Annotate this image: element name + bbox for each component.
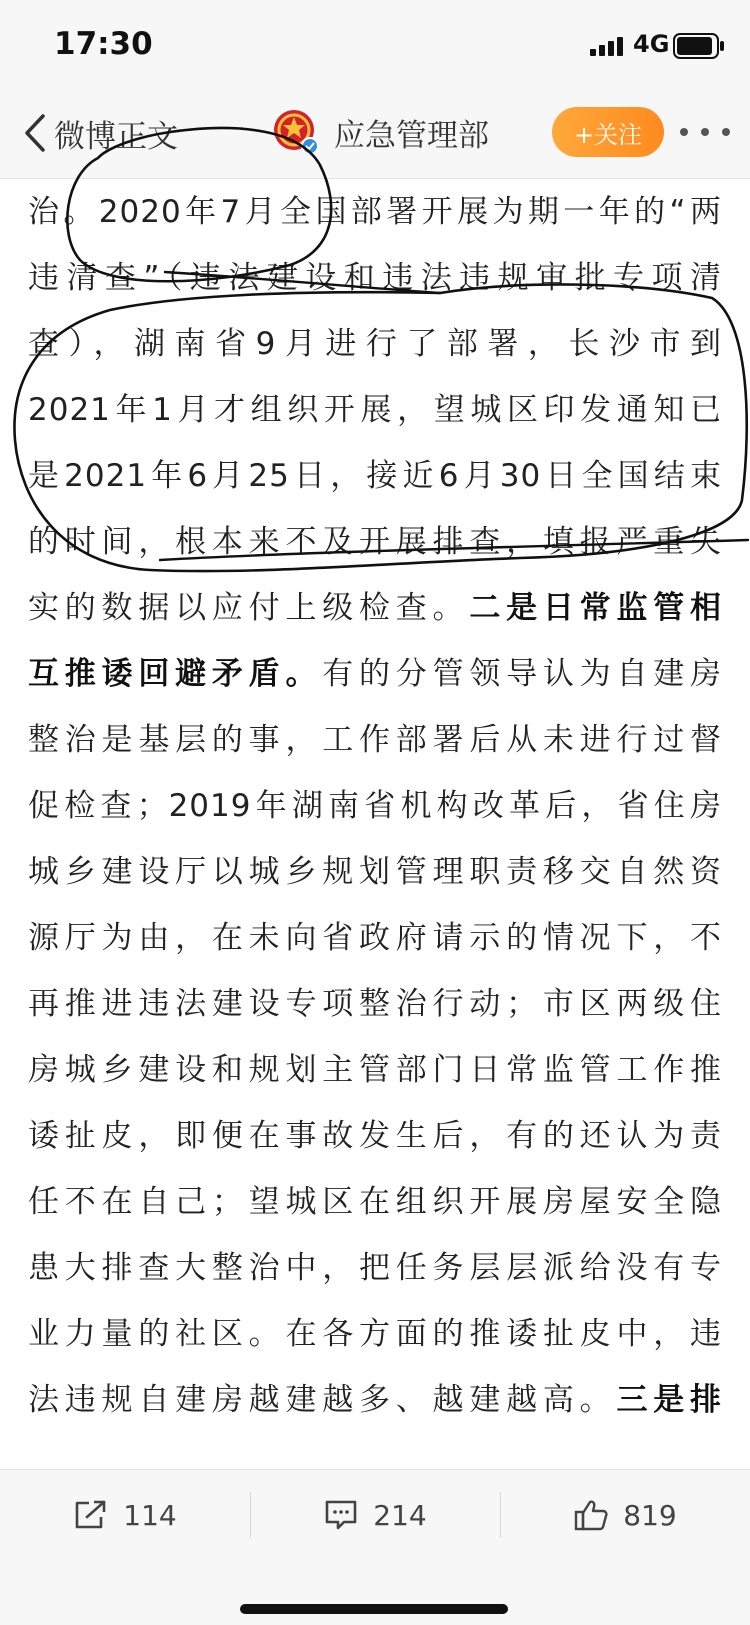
status-bar	[0, 0, 750, 90]
article-text: 实的数据以应付上级检查。	[28, 590, 470, 626]
nav-bar	[0, 90, 750, 179]
article-line: 整治是基层的事，工作部署后从未进行过督	[28, 722, 722, 758]
like-button[interactable]	[500, 1470, 750, 1560]
account-name: 应急管理部	[334, 117, 489, 154]
network-type: 4G	[633, 30, 670, 58]
emblem-icon	[272, 108, 320, 156]
article-line: 城乡建设厅以城乡规划管理职责移交自然资	[28, 854, 722, 890]
article-line: 的时间，根本来不及开展排查，填报严重失	[28, 524, 722, 560]
avatar[interactable]	[272, 108, 320, 156]
back-button[interactable]	[22, 108, 178, 158]
follow-button[interactable]: +关注	[552, 107, 664, 157]
article-line	[28, 1367, 722, 1433]
article-line: 再推进违法建设专项整治行动；市区两级住	[28, 986, 722, 1022]
article-line: 源厅为由，在未向省政府请示的情况下，不	[28, 920, 722, 956]
article-text: 有的分管领导认为自建房	[322, 656, 723, 692]
article-line: 房城乡建设和规划主管部门日常监管工作推	[28, 1052, 722, 1088]
share-count: 114	[123, 1498, 177, 1532]
home-indicator[interactable]	[240, 1604, 508, 1614]
account-info[interactable]	[272, 108, 489, 156]
article-body	[0, 179, 750, 1469]
article-line: 查），湖南省9月进行了部署，长沙市到	[28, 326, 722, 362]
article-line: 患大排查大整治中，把任务层层派给没有专	[28, 1250, 722, 1286]
article-text: 法违规自建房越建越多、越建越高。	[28, 1382, 617, 1418]
section-heading-3: 三是排	[616, 1382, 723, 1418]
chevron-left-icon	[22, 111, 48, 155]
article-line: 违清查”（违法建设和违法违规审批专项清	[28, 260, 722, 296]
section-heading-2: 二是日常监管相	[469, 590, 723, 626]
article-line: 任不在自己；望城区在组织开展房屋安全隐	[28, 1184, 722, 1220]
article-line: 是2021年6月25日，接近6月30日全国结束	[28, 458, 722, 494]
signal-icon	[590, 36, 626, 56]
article-line: 2021年1月才组织开展，望城区印发通知已	[28, 392, 722, 428]
comment-icon	[323, 1498, 359, 1532]
share-button[interactable]	[0, 1470, 250, 1560]
article-line: 业力量的社区。在各方面的推诿扯皮中，违	[28, 1316, 722, 1352]
like-count: 819	[623, 1498, 677, 1532]
status-time: 17:30	[54, 26, 153, 62]
article-line	[28, 575, 722, 641]
action-bar	[0, 1469, 750, 1625]
share-icon	[73, 1499, 109, 1531]
article-line: 治。2020年7月全国部署开展为期一年的“两	[28, 194, 722, 230]
comment-count: 214	[373, 1498, 427, 1532]
comment-button[interactable]	[250, 1470, 500, 1560]
section-heading-2-cont: 互推诿回避矛盾。	[28, 656, 323, 692]
back-label: 微博正文	[54, 118, 178, 155]
article-line: 促检查；2019年湖南省机构改革后，省住房	[28, 788, 722, 824]
battery-icon	[673, 33, 725, 59]
article-line	[28, 641, 722, 707]
thumbs-up-icon	[573, 1498, 609, 1532]
more-dots-icon[interactable]	[680, 112, 730, 152]
article-line: 诿扯皮，即便在事故发生后，有的还认为责	[28, 1118, 722, 1154]
